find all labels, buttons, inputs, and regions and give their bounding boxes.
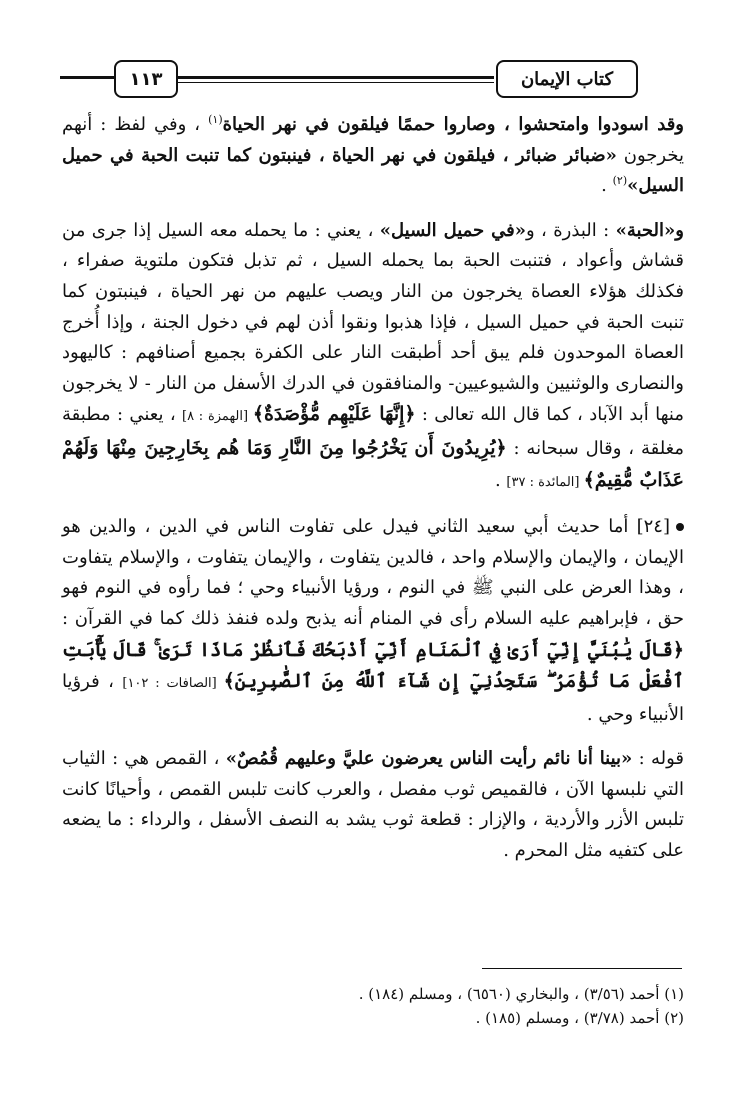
paragraph-text: ، القمص هي : الثياب التي نلبسها الآن ، فالقميص ثوب مفصل ، والعرب كانت تلبس القمص ، وأحيانًا كانت تلبس الأزر والأردية ، والإزار : قطعة ثوب يشد به النصف الأسفل ، والرداء : ما يضعه على كتفيه مثل المحرم . (62, 748, 684, 862)
paragraph-4 (62, 744, 684, 866)
quran-verse: ﴿إِنَّهَا عَلَيْهِم مُّؤْصَدَةٌ﴾ (252, 403, 416, 426)
paragraph-text: : البذرة ، و (525, 219, 616, 241)
hadith-text: «ضبائر ضبائر ، فيلقون في نهر الحياة ، فينبتون كما تنبت الحبة في حميل السيل» (62, 144, 684, 197)
paragraph-text: . (601, 175, 613, 197)
paragraph-3 (62, 512, 684, 730)
paragraph-text: ، يعني : مطبقة مغلقة ، وقال سبحانه : (62, 404, 684, 459)
quran-verse: ﴿يُرِيدُونَ أَن يَخْرُجُوا مِنَ النَّارِ وَمَا هُم بِخَارِجِينَ مِنْهَا وَلَهُمْ عَذَابٌ مُّقِيمٌ﴾ (62, 436, 684, 491)
body-text (62, 110, 684, 881)
hadith-text: وقد اسودوا وامتحشوا ، وصاروا حممًا فيلقون في نهر الحياة (222, 114, 684, 135)
paragraph-text: . (494, 469, 507, 491)
footnote-ref-1: (١) (208, 113, 223, 126)
footnote-1: (١) أحمد (٣/٥٦) ، والبخاري (٦٥٦٠) ، ومسلم (١٨٤) . (358, 985, 684, 1003)
paragraph-2 (62, 216, 684, 498)
footnote-ref-2: (٢) (612, 174, 628, 188)
paragraph-text: قوله : (632, 748, 685, 770)
paragraph-1 (62, 110, 684, 202)
verse-reference: [المائدة : ٣٧] (506, 474, 584, 490)
quran-verse: ﴿قَالَ يَٰبُنَيَّ إِنِّيٓ أَرَىٰ فِي ٱلْمَنَامِ أَنِّيٓ أَذْبَحُكَ فَٱنظُرْ مَاذَا تَرَىٰ ۚ قَالَ يَٰٓأَبَتِ ٱفْعَلْ مَا تُؤْمَرُ ۖ سَتَجِدُنِيٓ إِن شَآءَ ٱللَّهُ مِنَ ٱلصَّٰبِرِينَ﴾ (62, 638, 684, 693)
hadith-text: «بينا أنا نائم رأيت الناس يعرضون عليَّ وعليهم قُمُصٌ» (225, 748, 633, 770)
page-number: ١١٣ (114, 60, 178, 98)
footnote-2: (٢) أحمد (٣/٧٨) ، ومسلم (١٨٥) . (475, 1009, 684, 1027)
header-rule-left (60, 76, 114, 79)
paragraph-text: ، يعني : ما يحمله معه السيل إذا جرى من قشاش وأعواد ، فتنبت الحبة بما يحمله السيل ، ثم تذبل فتكون ملتوية صفراء ، فكذلك هؤلاء العصاة يخرجون من النار ويصب عليهم من نهر الحياة ، فينبتون كما تنبت الحبة في حميل السيل ، فإذا هذبوا ونقوا أذن لهم في دخول الجنة ، وإذا أُخرج العصاة الموحدون فلم يبق أحد أطبقت النار على الكفرة بجميع أصنافهم : كاليهود والنصارى والوثنيين والشيوعيين- والمنافقون في الدرك الأسفل من النار - لا يخرجون منها أبد الآباد ، كما قال الله تعالى : (62, 219, 684, 426)
hadith-number: [٢٤] (636, 516, 670, 538)
bullet-icon (676, 523, 684, 531)
footnote-separator (482, 968, 682, 969)
term: و«الحبة» (615, 219, 684, 241)
book-title: كتاب الإيمان (496, 60, 638, 98)
term: «في حميل السيل» (379, 219, 526, 241)
verse-reference: [الصافات : ١٠٢] (122, 676, 224, 692)
paragraph-text: ، وفي لفظ : أنهم يخرجون (62, 114, 684, 166)
header-rule-thin (176, 82, 494, 83)
paragraph-text: ، فرؤيا الأنبياء وحي . (62, 671, 684, 725)
paragraph-text: أما حديث أبي سعيد الثاني فيدل على تفاوت الناس في الدين ، والدين هو الإيمان ، والإيمان والإسلام واحد ، فالدين يتفاوت ، والإيمان يتفاوت ، والإسلام يتفاوت ، وهذا العرض على النبي ﷺ في النوم ، ورؤيا الأنبياء وحي ؛ فما رأوه في النوم فهو حق ، فإبراهيم عليه السلام رأى في المنام أنه يذبح ولده فنفذ ذلك كما في القرآن : (62, 516, 684, 629)
header-rule-middle (176, 76, 494, 79)
verse-reference: [الهمزة : ٨] (181, 409, 253, 425)
footnotes (62, 982, 684, 1030)
